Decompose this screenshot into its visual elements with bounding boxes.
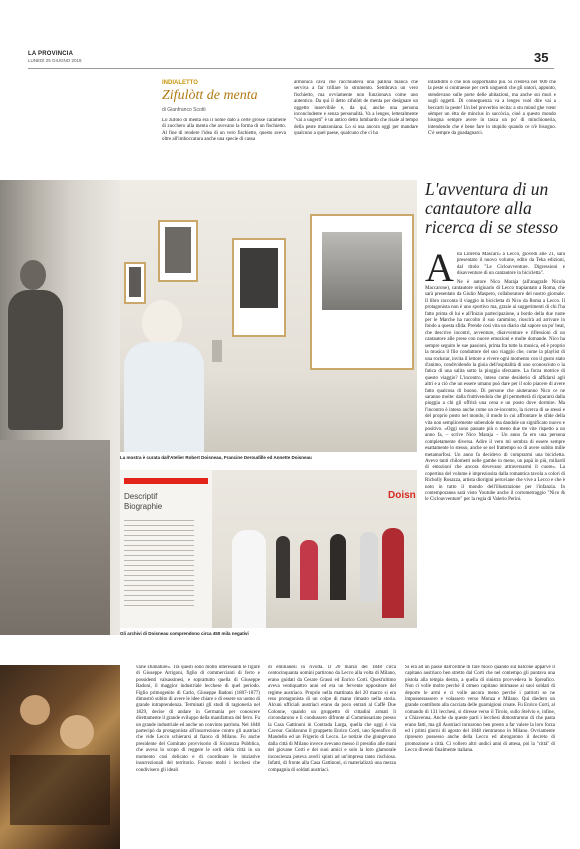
issue-date: LUNEDÌ 25 GIUGNO 2018 bbox=[28, 58, 82, 63]
column-byline: di Gianfranco Scotti bbox=[162, 107, 206, 113]
page-number: 35 bbox=[534, 50, 549, 65]
historical-painting bbox=[0, 665, 120, 849]
visitor-figure bbox=[300, 540, 318, 600]
article-headline: L'avventura di un cantautore alla ricerca di se stesso bbox=[425, 179, 559, 237]
left-edge-photo bbox=[0, 180, 120, 635]
framed-photo bbox=[158, 220, 198, 282]
history-text-2: di emilianesi in rivolta. Il 20 marzo del 1848 circa centocinquanta uomini partirono da Lecco alla volta di Milano, erano guidati da Cesare Grassi ed Enrico Corti. Quest'ultimo aveva ventiquattro anni ed era un fervente oppositore del regime austriaco. Proprio nella mattinata del 20 marzo si era reso protagonista di un colpo di mano rimasto nella storia. Alcuni ufficiali austriaci erano da poco entrati al Caffè Due Colonne, quando un gruppetto di cittadini armati li circondarono e li condussero difronte al Commissariato presso la Casa Gattinoni in Contrada Larga, quella che oggi è via Cavour. Guidavano il gruppetto Enrico Corti, uno Spreafico di Mandello ed un Frigerio di Lecco. Le notizie che giungevano dalla città di Milano invece avevano messo il presidio alle mani del giovane Corti e dei suoi amici e solo la loro glamorale incoscienza poteva averli spinti ad un'impresa tanto rischiosa. Infatti, di fronte alla Casa Gattinoni, si materializzò una mezza compagnia di soldati austriaci. bbox=[268, 665, 396, 773]
visitor-figure bbox=[360, 532, 378, 602]
history-text-1: varie sfumature». Tra questi sono molto interessanti le figure di Giuseppe Arrigoni, figlio di commercianti di ferro e possidenti valsassinesi, e soprattutto quella di Giuseppe Badoni, il maggior industriale lecchese di quel periodo. Figlio primogenito di Carlo, Giuseppe Badoni (1807-1877) dimostrò subito di avere le idee chiare e di essere un uomo di grande intraprendenza. Terminati gli studi di ragioneria nel 1829, decise di andare in Germania per conoscere direttamente il grande sviluppo della manifattura del ferro. Fu un grande industriale ed anche un convinto patriota. Nel 1848 partecipò da protagonista all'insurrezione contro gli austriaci che vide Lecco schierarsi al fianco di Milano. Fu anche presidente del Comitato provvisorio di Sicurezza Pubblica, che aveva lo scopo di reggere le sorti della città in un momento così delicato e di coordinare le iniziative insurrezionali del territorio. Furono molti i lecchesi che condivisero gli ideali bbox=[136, 665, 260, 773]
column-kicker: INDIALETTO bbox=[162, 80, 198, 86]
visitor-figure bbox=[232, 530, 266, 628]
column-text-3: infastidito o che non sopportiamo più. Si credeva nel '600 che la peste si contraesse per certi unguenti che gli untori, appunto, stendevano sulle porte delle abitazioni, ma anche sui muri e sugli oggetti. Di conseguenza va a lenges vuol dire vai a beccarti la peste! Un bel proverbio recita: a stu mùnd ghe vœur sèmper un étta de mincius in saccòcia, cioè a questo mondo bisogna sempre avere in tasca un po' di minchioneria, intendendo che è bene fare lo stupido quando ce n'è bisogno. C'è sempre da guadagnarci. bbox=[428, 80, 556, 137]
visitor-figure bbox=[330, 534, 346, 600]
visitor-figure bbox=[382, 528, 404, 618]
exhibit-wall-text: Doisn bbox=[388, 490, 416, 501]
framed-photo bbox=[232, 238, 286, 337]
visitor-figure bbox=[124, 300, 204, 452]
column-text-2: armonica cava che racchiudeva una pallina bianca che serviva a far trillare lo strumento. Sembrava un vero fischietto, ma ovviamente non funzionava come uno autentico. Da qui il detto zifulòtt de menta per designare un oggetto inservibile e, da qui, anche una persona inconcludente e senza personalità. Va a lenges, letteralmente "vai a ungerti" è un antico detto lombardo che risale al tempo della peste manzoniana. Lo si usa ancora oggi per mandare qualcuno a quel paese, qualcuno che ci ha bbox=[294, 80, 418, 137]
exhibition-photo-1 bbox=[120, 180, 417, 452]
history-text-3: Si era ad un passo dall'ordine di fare fuoco quando sul balcone apparve il capitano austriaco ben stretto dal Corti che nel contempo gli puntava una pistola alla tempia destra, a quella di sinistra provvedeva lo Spreafico. Non ci volle molto perché il ormeo capitano intimasse ai suoi soldati di deporre le armi e ci volle ancora meno perché i patrioti se ne impossessassero e volassero verso Monza e Milano. Qui diedero un grande contributo alla cacciata delle guarnigioni croate. Fu Enrico Corti, al comando di 131 lecchesi, si diresse verso il Tirolo, sullo Stelvio e, infine, a Chiavenna. Anche da queste parti i lecchesi dimostrarono di che pasta erano fatti, ma gli Austriaci tornarono ben presto a far valere la loro forza ed i primi giorni di agosto del 1848 rientrarono in Milano. Ovviamente ripresero possesso anche della Lecco ed abrogarono il decreto di promozione a città. Ci vollero altri undici anni di attesa, poi la "città" di Lecco diventò finalmente italiana. bbox=[405, 665, 555, 754]
article-body bbox=[425, 252, 565, 636]
framed-photo bbox=[124, 262, 146, 304]
column-text-1: Lo zufolo di menta era il nome dato a certe grosse caramelle di zucchero alla menta che avevano la forma di un fischietto. Al fine di rendere l'idea di un vero fischietto, questo aveva oltre all'imboccatura anche una specie di cassa bbox=[162, 118, 286, 143]
photo-1-caption: La mostra è curata dall'Atelier Robert Doisneau, Francine Deroudille ed Annette Doisneau bbox=[120, 455, 312, 460]
column-title: Zifulòtt de menta bbox=[162, 88, 258, 103]
exhibit-board-text: Descriptif Biographie bbox=[124, 492, 163, 511]
article-lead: lla Libreria Mascari5 a Lecco, giovedì alle 21, sarà presentato il nuovo volume, edito da Teka edizioni, dal titolo "Le Cicloavventure. Digressioni e disavventure di un cantautore in bicicletta". bbox=[456, 252, 565, 277]
exhibition-photo-2 bbox=[120, 470, 417, 628]
exhibit-board bbox=[120, 470, 212, 628]
article-body-text: Ne è autore Nico Maraja (all'anagrafe Nicola Maccarone), cantautore originario di Lecco trapiantato a Roma, che sarà presentato da Giulio Maspero, collaboratore del nostro giornale. Il libro racconta il viaggio in bicicletta di Nico da Roma a Lecco. Il protagonista non è uno sportivo ma, grazie ai suggerimenti di chi l'ha fatto prima di lui e all'Inizio partecipazione, a bordo della due ruote per le Marche ha raccolto il suo cammino, riuscirà ad arrivare in fondo a questa sfida. Prende così vita un diario dal sapore un po' beat, che descrive incontri, avventure, disavventure e riflessioni di un cantautore alle prese con nuove emozioni e molte domande. Nico ha sempre seguito le sue passioni, prima fra tutte la musica, ed è proprio la musica il filo conduttore del suo viaggio che, come la playlist di una rockstar, invita il lettore a vivere ogni momento con il gusto stato d'animo, condividendo la gioia dell'ospitalità di uno sconosciuto o la fatica di una salita sotto la pioggia sferzante. La forza motrice di questo viaggio? L'incontro, inteso come desiderio di affidarsi agli altri e a ciò che un essere umano può dare per il solo piacere di avere fatto qualcosa di buono. Di persone che aiuteranno Nico ce ne saranno molte: dalla fruttivendola che gli permetterà di ripararsi dalla pioggia a chi gli offrirà una cena e un posto dove dormire. Ma l'incontro è inteso anche come un re-incontro, la ricerca di se stessi e del proprio posto nel mondo, il modo in cui affrontare le sfide della vita non semplicemente subendole ma dandole un significato nuovo e positivo. «Oggi sono passate più o meno due tre vite rispetto a un anno fa, – scrive Nico Maraja – Un anno fa ero una persona completamente diversa. Adire il vero mi sembra di essere sempre esattamente lo stesso, anche se nel frattempo so di avere subìto mille metamorfosi. Un anno fa decidevo di comprarmi una bicicletta. Avevo tanti chilometri nelle gambe in meno, un papà in più, miliardi di emozioni che ancora dovevano attraversarmi il cuore». La copertina del volume è impreziosita dalla romantica tavola a colori di Richolly Rosazza, artista diorigini peruviane che vive a Lecco e che è noto in tutto il mondo dell'illustrazione per l'infanzia. In contemporanea sarà visto Youtube anche il cortometraggio "Nico & le Cicloavventure" per la regia di Valerio Perini. bbox=[425, 279, 565, 503]
newspaper-masthead: LA PROVINCIA bbox=[28, 51, 74, 57]
photo-2-caption: Gli archivi di Doisneau comprendono circa 450 mila negativi bbox=[120, 631, 249, 636]
visitor-figure bbox=[276, 536, 290, 598]
article-dropcap: A bbox=[425, 252, 454, 290]
header-rule bbox=[28, 68, 554, 69]
framed-photo bbox=[310, 214, 414, 370]
